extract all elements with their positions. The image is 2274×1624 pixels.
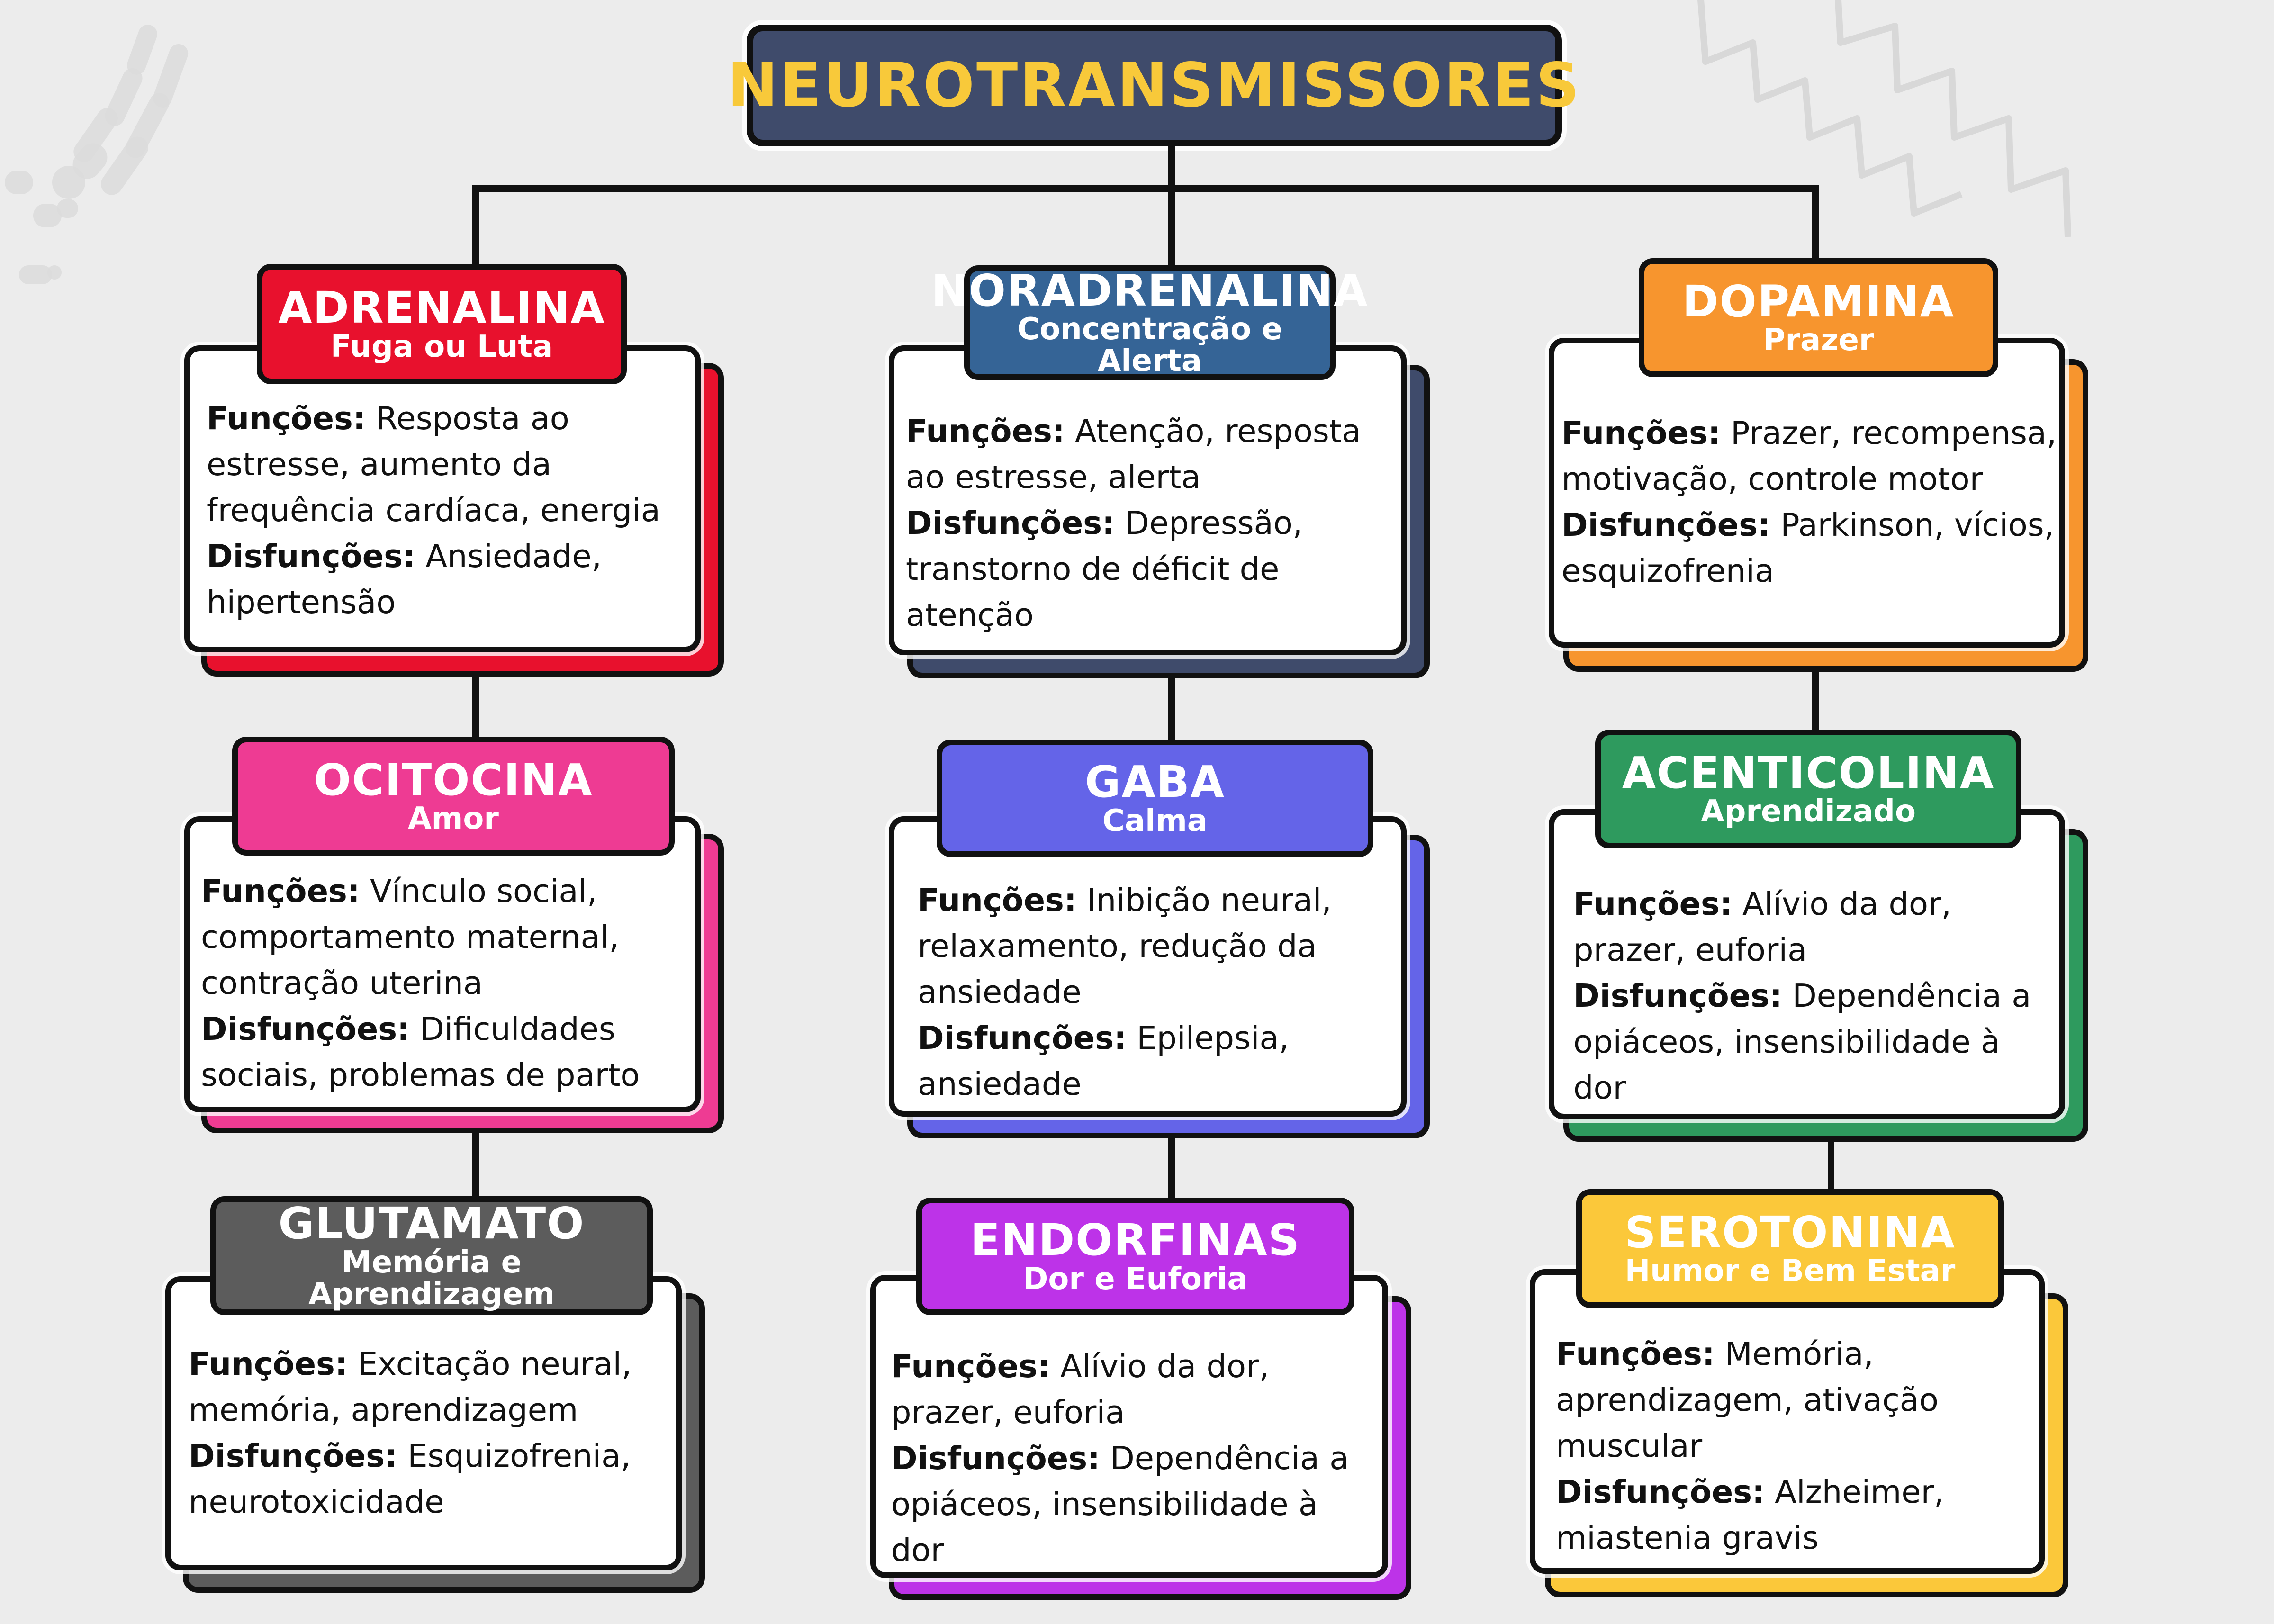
card-description — [1561, 410, 2059, 594]
title-box — [727, 25, 1581, 146]
dysfunctions-label: Disfunções: — [906, 505, 1115, 541]
card-subtitle: Fuga ou Luta — [330, 329, 553, 364]
card-subtitle: Dor e Euforia — [1023, 1261, 1248, 1297]
dysfunctions-text: Dependência a opiáceos, insensibilidade à dor — [1573, 977, 2031, 1106]
card-description — [1556, 1331, 2030, 1561]
functions-text: Memória, aprendizagem, ativação muscular — [1556, 1335, 1939, 1464]
dysfunctions-text: Dependência a opiáceos, insensibilidade à dor — [891, 1440, 1349, 1569]
dysfunctions-label: Disfunções: — [891, 1440, 1100, 1477]
functions-label: Funções: — [906, 413, 1065, 450]
functions-label: Funções: — [201, 873, 360, 910]
dysfunctions-text: Parkinson, vícios, esquizofrenia — [1561, 506, 2054, 589]
functions-label: Funções: — [918, 882, 1077, 919]
functions-label: Funções: — [207, 400, 366, 437]
functions-text: Alívio da dor, prazer, euforia — [891, 1348, 1269, 1431]
dysfunctions-text: Esquizofrenia, neurotoxicidade — [189, 1437, 631, 1520]
functions-text: Inibição neural, relaxamento, redução da ansiedade — [918, 882, 1332, 1010]
card-title: ADRENALINA — [278, 282, 605, 334]
functions-label: Funções: — [1573, 885, 1733, 922]
card-description — [918, 877, 1396, 1107]
card-title: OCITOCINA — [314, 754, 593, 805]
card-subtitle: Humor e Bem Estar — [1624, 1254, 1956, 1289]
dysfunctions-label: Disfunções: — [201, 1010, 410, 1047]
dysfunctions-text: Depressão, transtorno de déficit de atenção — [906, 505, 1303, 633]
dysfunctions-label: Disfunções: — [1556, 1473, 1765, 1510]
card-description — [1573, 881, 2052, 1111]
card-title: GLUTAMATO — [278, 1198, 585, 1249]
functions-text: Atenção, resposta ao estresse, alerta — [906, 413, 1362, 496]
card-title: GABA — [1084, 757, 1226, 808]
functions-text: Resposta ao estresse, aumento da frequência cardíaca, energia — [207, 400, 660, 529]
dysfunctions-text: Ansiedade, hipertensão — [207, 538, 602, 621]
card-description — [189, 1341, 667, 1525]
functions-label: Funções: — [1561, 415, 1721, 451]
dysfunctions-label: Disfunções: — [189, 1437, 397, 1474]
card-description — [891, 1344, 1379, 1573]
card-title: ACENTICOLINA — [1622, 747, 1995, 798]
functions-label: Funções: — [891, 1348, 1050, 1385]
page-title: NEUROTRANSMISSORES — [727, 50, 1581, 121]
functions-label: Funções: — [1556, 1335, 1715, 1372]
dysfunctions-label: Disfunções: — [1561, 506, 1770, 543]
card-title: NORADRENALINA — [931, 265, 1369, 316]
functions-text: Prazer, recompensa, motivação, controle motor — [1561, 415, 2057, 497]
dysfunctions-text: Alzheimer, miastenia gravis — [1556, 1473, 1944, 1556]
card-subtitle: Memória e Aprendizagem — [308, 1245, 555, 1312]
functions-label: Funções: — [189, 1345, 348, 1382]
dysfunctions-label: Disfunções: — [918, 1020, 1127, 1056]
functions-text: Vínculo social, comportamento maternal, contração uterina — [201, 873, 619, 1001]
dysfunctions-label: Disfunções: — [207, 538, 415, 575]
card-title: ENDORFINAS — [970, 1215, 1300, 1266]
dysfunctions-text: Dificuldades sociais, problemas de parto — [201, 1010, 640, 1093]
card-title: SEROTONINA — [1624, 1207, 1956, 1258]
card-description — [906, 408, 1403, 638]
functions-text: Excitação neural, memória, aprendizagem — [189, 1345, 632, 1428]
card-subtitle: Calma — [1102, 803, 1208, 839]
card-subtitle: Amor — [408, 801, 499, 837]
card-subtitle: Aprendizado — [1701, 794, 1916, 830]
card-description — [201, 868, 694, 1098]
dysfunctions-text: Epilepsia, ansiedade — [918, 1020, 1289, 1102]
card-subtitle: Concentração e Alerta — [1017, 312, 1282, 379]
functions-text: Alívio da dor, prazer, euforia — [1573, 885, 1951, 968]
card-description — [207, 396, 685, 625]
dysfunctions-label: Disfunções: — [1573, 977, 1782, 1014]
card-subtitle: Prazer — [1763, 323, 1874, 358]
card-title: DOPAMINA — [1682, 276, 1955, 327]
